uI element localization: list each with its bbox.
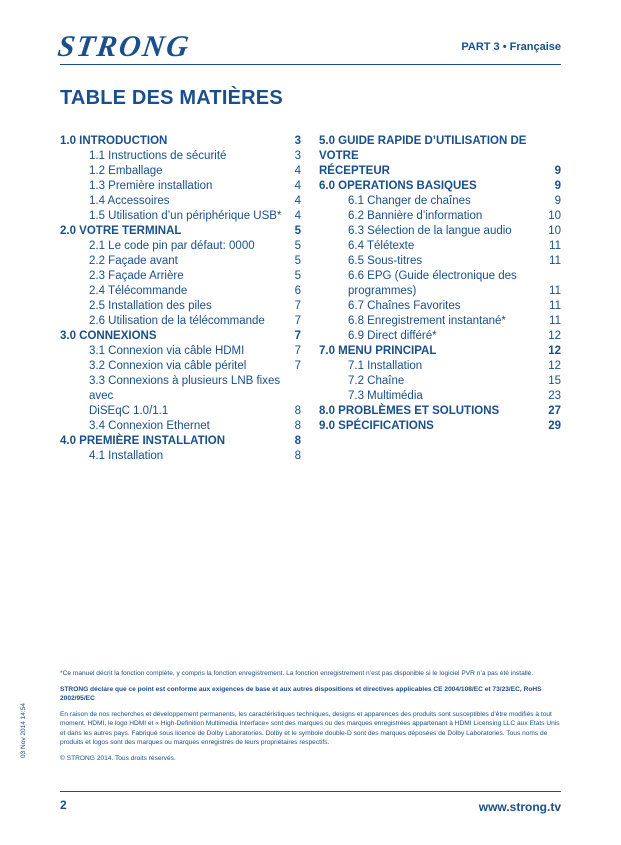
toc-entry-title: 6.7 Chaînes Favorites <box>348 300 461 312</box>
toc-entry[interactable] <box>60 194 301 209</box>
toc-entry-page: 7 <box>294 360 301 372</box>
toc-entry-title: 6.3 Sélection de la langue audio <box>348 225 512 237</box>
toc-entry-title: 3.3 Connexions à plusieurs LNB fixes avec <box>89 375 281 402</box>
toc-entry-page: 11 <box>549 240 561 252</box>
toc-entry-title: 4.1 Installation <box>89 450 164 462</box>
toc-entry-title: 1.5 Utilisation d’un périphérique USB* <box>89 210 282 222</box>
toc-entry[interactable] <box>319 194 561 209</box>
toc-entry-page: 4 <box>294 165 301 177</box>
toc-entry-page: 4 <box>294 180 301 192</box>
toc-entry[interactable] <box>319 269 561 284</box>
strong-logo: STRONG <box>55 30 193 63</box>
toc-entry-page: 5 <box>294 225 301 237</box>
toc-entry-title: 1.4 Accessoires <box>89 195 170 207</box>
toc-entry-title: 6.5 Sous-titres <box>348 255 423 267</box>
toc-entry-title: DiSEqC 1.0/1.1 <box>89 405 169 417</box>
toc-entry-page: 15 <box>548 375 561 387</box>
toc-left-column <box>60 134 301 464</box>
toc-entry[interactable] <box>60 209 301 224</box>
toc-entry-title: 5.0 GUIDE RAPIDE D’UTILISATION DE VOTRE <box>319 135 527 162</box>
toc-entry-page: 10 <box>548 210 561 222</box>
toc-entry-title: 2.0 VOTRE TERMINAL <box>60 225 182 237</box>
toc-entry-page: 8 <box>294 450 301 462</box>
toc-entry[interactable] <box>319 344 561 359</box>
toc-entry-page: 7 <box>294 330 301 342</box>
toc-entry-page: 8 <box>294 420 301 432</box>
toc-entry-title: 3.2 Connexion via câble péritel <box>89 360 247 372</box>
toc-entry-title: 2.3 Façade Arrière <box>89 270 184 282</box>
footnotes <box>60 669 561 769</box>
toc-entry-page: 7 <box>294 300 301 312</box>
toc-entry-title: 3.4 Connexion Ethernet <box>89 420 210 432</box>
toc-entry-page: 4 <box>294 210 301 222</box>
toc-entry-title: 2.2 Façade avant <box>89 255 178 267</box>
toc-entry-title: 1.0 INTRODUCTION <box>60 135 168 147</box>
toc-entry[interactable] <box>60 149 301 164</box>
toc-entry[interactable] <box>319 254 561 269</box>
toc-entry-page: 29 <box>548 420 561 432</box>
footer-divider <box>60 791 561 792</box>
toc-right-column <box>319 134 561 434</box>
toc-entry-title: 8.0 PROBLÈMES ET SOLUTIONS <box>319 405 500 417</box>
toc-entry[interactable] <box>60 179 301 194</box>
toc-entry[interactable] <box>319 164 561 179</box>
toc-entry-page: 12 <box>548 330 561 342</box>
toc-entry-page: 12 <box>548 345 561 357</box>
toc-entry[interactable] <box>319 359 561 374</box>
toc-entry-page: 9 <box>554 195 561 207</box>
copyright-notice: © STRONG 2014. Tous droits réservés. <box>60 754 176 762</box>
toc-entry-page: 8 <box>294 405 301 417</box>
toc-entry[interactable] <box>319 314 561 329</box>
toc-entry[interactable] <box>319 179 561 194</box>
toc-entry-page: 11 <box>549 300 561 312</box>
toc-entry-page: 5 <box>294 240 301 252</box>
toc-entry-title: 2.4 Télécommande <box>89 285 188 297</box>
toc-entry-title: 3.1 Connexion via câble HDMI <box>89 345 245 357</box>
toc-entry[interactable] <box>60 299 301 314</box>
toc-entry-title: 4.0 PREMIÈRE INSTALLATION <box>60 435 226 447</box>
toc-entry-page: 7 <box>294 345 301 357</box>
toc-entry-page: 11 <box>549 315 561 327</box>
print-date: 03 Nov 2014 14:54 <box>20 703 27 758</box>
toc-entry[interactable] <box>60 419 301 434</box>
page-number: 2 <box>60 798 67 812</box>
toc-entry-page: 23 <box>548 390 561 402</box>
toc-entry-title: 6.9 Direct différé* <box>348 330 437 342</box>
toc-entry-page: 3 <box>294 135 301 147</box>
toc-entry-title: 7.1 Installation <box>348 360 423 372</box>
toc-entry[interactable] <box>319 299 561 314</box>
toc-entry-title: 6.4 Télétexte <box>348 240 415 252</box>
toc-entry[interactable] <box>319 134 561 164</box>
toc-entry-title: 1.3 Première installation <box>89 180 213 192</box>
website-link[interactable]: www.strong.tv <box>478 800 561 814</box>
toc-entry-title: 6.6 EPG (Guide électronique des <box>348 270 517 282</box>
toc-entry-title: RÉCEPTEUR <box>319 165 390 177</box>
part-label: PART 3 • Française <box>461 41 561 53</box>
toc-entry[interactable] <box>60 404 301 419</box>
toc-entry[interactable] <box>60 239 301 254</box>
toc-entry-title: 2.6 Utilisation de la télécommande <box>89 315 265 327</box>
toc-entry[interactable] <box>319 374 561 389</box>
toc-entry-title: 1.2 Emballage <box>89 165 163 177</box>
toc-entry[interactable] <box>60 164 301 179</box>
toc-entry-page: 7 <box>294 315 301 327</box>
pvr-note: *Ce manuel décrit la fonction complète, y compris la fonction enregistrement. La fonction enregistrement n’est pas disponible si le logiciel PVR n’a pas été installé. <box>60 670 534 677</box>
conformity-statement: STRONG déclare que ce point est conforme aux exigences de base et aux autres dispositions et directives applicables CE 2004/108/EC et 73/23/EC, RoHS 2002/95/EC <box>60 685 542 702</box>
toc-entry[interactable] <box>319 389 561 404</box>
toc-entry-page: 6 <box>294 285 301 297</box>
toc-entry-title: 6.2 Bannière d’information <box>348 210 483 222</box>
toc-entry-title: 2.5 Installation des piles <box>89 300 212 312</box>
trademark-notice: En raison de nos recherches et développement permanents, les caractéristiques techniques, designs et apparences des produits sont susceptibles d’être modifiés à tout moment. HDMI, le logo HDMI et « High-Definition Multimedia Interface» sont des marques ou des marques enregistrées appartenant à HDMI Licensing LLC aux Etats Unis et dans les autres pays. Fabriqué sous licence de Dolby Laboratories. Dolby et le symbole double-D sont des marques déposées de Dolby Laboratories. Tous noms de produits et logos sont des marques ou marques enregistrés de leurs propriétaires respectifs. <box>60 710 560 746</box>
toc-entry-page: 10 <box>548 225 561 237</box>
toc-entry-page: 5 <box>294 255 301 267</box>
toc-entry-page: 27 <box>548 405 561 417</box>
toc-entry-page: 5 <box>294 270 301 282</box>
toc-entry[interactable] <box>319 209 561 224</box>
toc-entry-title: programmes) <box>348 285 417 297</box>
page-title: TABLE DES MATIÈRES <box>60 87 283 109</box>
toc-entry-title: 7.3 Multimédia <box>348 390 423 402</box>
toc-entry[interactable] <box>60 269 301 284</box>
toc-entry[interactable] <box>60 359 301 374</box>
toc-entry[interactable] <box>319 419 561 434</box>
toc-entry-title: 3.0 CONNEXIONS <box>60 330 157 342</box>
toc-entry-title: 6.8 Enregistrement instantané* <box>348 315 506 327</box>
toc-entry[interactable] <box>60 344 301 359</box>
toc-entry-page: 12 <box>548 360 561 372</box>
toc-entry[interactable] <box>319 224 561 239</box>
toc-entry-title: 7.0 MENU PRINCIPAL <box>319 345 437 357</box>
toc-entry-title: 6.1 Changer de chaînes <box>348 195 471 207</box>
toc-entry-title: 9.0 SPÉCIFICATIONS <box>319 420 434 432</box>
toc-entry-title: 6.0 OPERATIONS BASIQUES <box>319 180 477 192</box>
toc-entry[interactable] <box>60 329 301 344</box>
toc-entry-page: 4 <box>294 195 301 207</box>
toc-entry[interactable] <box>60 374 301 404</box>
toc-entry[interactable] <box>319 404 561 419</box>
toc-entry-page: 8 <box>294 435 301 447</box>
toc-entry-page: 9 <box>554 165 561 177</box>
toc-entry-page: 3 <box>294 150 301 162</box>
toc-entry[interactable] <box>319 239 561 254</box>
toc-entry-title: 1.1 Instructions de sécurité <box>89 150 227 162</box>
toc-entry[interactable] <box>319 329 561 344</box>
toc-entry-page: 9 <box>554 180 561 192</box>
toc-entry[interactable] <box>60 224 301 239</box>
toc-entry[interactable] <box>60 449 301 464</box>
toc-entry[interactable] <box>60 254 301 269</box>
toc-entry-title: 2.1 Le code pin par défaut: 0000 <box>89 240 255 252</box>
toc-entry-title: 7.2 Chaîne <box>348 375 405 387</box>
toc-entry-page: 11 <box>549 255 561 267</box>
toc-entry[interactable] <box>60 434 301 449</box>
toc-entry[interactable] <box>319 284 561 299</box>
toc-entry[interactable] <box>60 314 301 329</box>
toc-entry-page: 11 <box>549 285 561 297</box>
header-divider <box>60 64 561 65</box>
toc-entry[interactable] <box>60 284 301 299</box>
toc-entry[interactable] <box>60 134 301 149</box>
